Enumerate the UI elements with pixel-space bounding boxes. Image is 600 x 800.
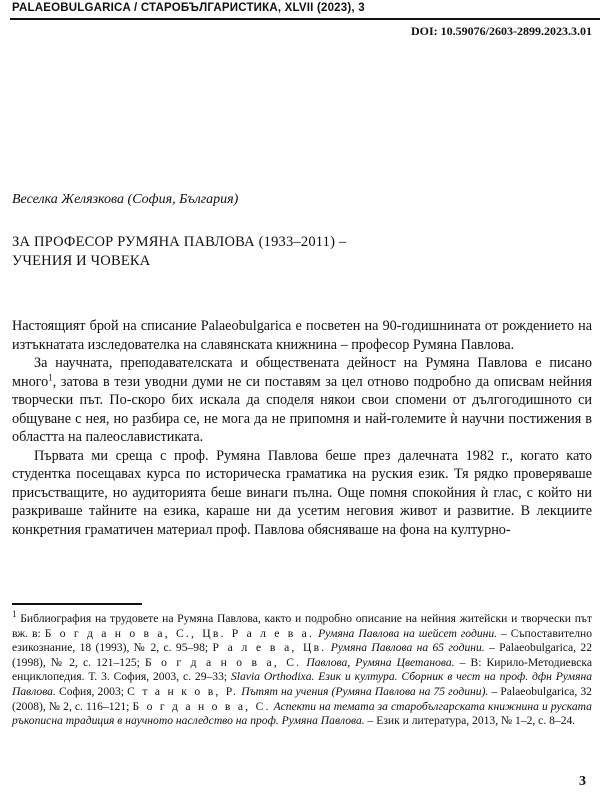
journal-running-header: PALAEOBULGARICA / СТАРОБЪЛГАРИСТИКА, XLVII (2023), 3 bbox=[12, 2, 365, 14]
paragraph-2 bbox=[12, 354, 592, 447]
paragraph-2-start: За научната, преподавателската и обществената дейност на Румяна Павлова е писано много bbox=[12, 355, 592, 390]
footnote-text: Библиография на трудовете на Румяна Павлова, както и подробно описание на нейния житейски и творчески път вж. в: bbox=[12, 612, 592, 640]
footnote-author: Р а л е в а, Цв. bbox=[212, 641, 327, 655]
footnote-marker: 1 bbox=[12, 609, 17, 620]
page-number: 3 bbox=[579, 774, 586, 789]
footnote-author: Б о г д а н о в а, С. bbox=[132, 699, 271, 713]
paragraph-1: Настоящият брой на списание Palaeobulgarica е посветен на 90-годишнината от рождението на изтъкнатата изследователка на славянската книжнина – професор Румяна Павлова. bbox=[12, 318, 592, 353]
paragraph-2-end: , затова в тези уводни думи не си поставям за цел отново подробно да описвам нейния творчески път. По-скоро бих искала да споделя някои свои спомени от дългогодишното си общуване с нея, но разбира се, не мога да не припомня и най-големите ѝ научни постижения в областта на палеославистиката. bbox=[12, 373, 592, 445]
title-line-2: УЧЕНИЯ И ЧОВЕКА bbox=[12, 253, 151, 269]
title-line-1: ЗА ПРОФЕСОР РУМЯНА ПАВЛОВА (1933–2011) – bbox=[12, 234, 347, 250]
footnote-text: – Съпоставително езикознание, 18 (1993), № 2, с. 95–98; bbox=[12, 626, 592, 655]
footnote-work-title: Павлова, Румяна Цветанова. bbox=[301, 655, 455, 669]
footnote-work-title: Пътят на учения (Румяна Павлова на 75 години). bbox=[238, 684, 489, 698]
article-author: Веселка Желязкова (София, България) bbox=[12, 192, 239, 207]
footnote-author: Б о г д а н о в а, С., Цв. Р а л е в а. bbox=[44, 626, 315, 640]
paragraph-3: Първата ми среща с проф. Румяна Павлова беше през далечната 1982 г., когато като студентка посещавах курса по историческа граматика на руския език. Тя рядко проверяваше присъстващите, но аудиторията беше винаги пълна. Още помня спокойния ѝ глас, с който ни разкриваше тайните на езика, караше ни да усетим неговия живот и развитие. В лекциите конкретния граматичен материал проф. Павлова обясняваше на фона на културно- bbox=[12, 447, 592, 538]
footnote-work-title: Румяна Павлова на шейсет години. bbox=[314, 626, 498, 640]
footnote-text: – Palaeobulgarica, 32 (2008), № 2, с. 116–121; bbox=[12, 684, 592, 713]
footnote-rule bbox=[12, 603, 142, 605]
footnote-text: – Език и литература, 2013, № 1–2, с. 8–24. bbox=[364, 714, 576, 728]
header-rule bbox=[10, 18, 600, 20]
article-title bbox=[12, 233, 572, 271]
footnote-reference[interactable]: 1 bbox=[48, 371, 53, 382]
article-body bbox=[12, 317, 592, 539]
footnote-work-title: Аспекти на темата за старобългарската книжнина и руската ръкописна традиция в научното наследство на проф. Румяна Павлова. bbox=[12, 699, 592, 728]
footnote-text: – В: Кирило-Методиевска енциклопедия. Т. 3. София, 2003, с. 29–33; bbox=[12, 655, 592, 684]
footnote-1 bbox=[12, 609, 593, 729]
doi-line: DOI: 10.59076/2603-2899.2023.3.01 bbox=[411, 24, 592, 38]
footnote-work-title: Slavia Orthodixa. Език и култура. Сборник в чест на проф. дфн Румяна Павлова. bbox=[12, 670, 593, 698]
footnote-work-title: Румяна Павлова на 65 години. bbox=[326, 641, 485, 655]
footnote-author: Б о г д а н о в а, С. bbox=[144, 655, 302, 669]
footnote-text: – Palaeobulgarica, 22 (1998), № 2, с. 121–125; bbox=[12, 641, 592, 669]
footnote-text: София, 2003; bbox=[55, 684, 128, 698]
footnote-author: С т а н к о в, Р. bbox=[127, 684, 239, 698]
